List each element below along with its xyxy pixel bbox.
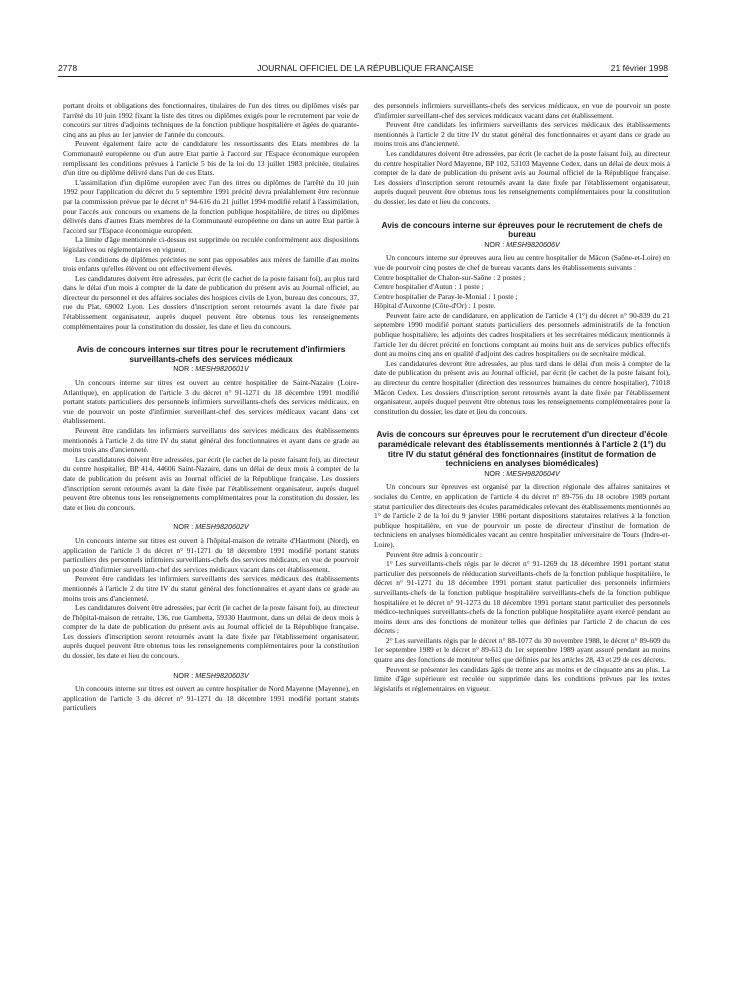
section-title: Avis de concours interne sur épreuves pour le recrutement de chefs de bureau: [381, 219, 663, 240]
paragraph: Les conditions de diplômes précitées ne sont pas opposables aux mères de famille d'au moins trois enfants qu'elles élèvent ou ont effectivement élevés.: [63, 254, 359, 274]
paragraph: portant droits et obligations des fonctionnaires, titulaires de l'un des titres ou diplômes visés par l'arrêté du 10 juin 1992 fixant la liste des titres ou diplômes exigés pour le recrutement par voie de concours sur titres d'adjoints techniques de la fonction publique hospitalière et âgées de quarante-cinq ans au plus au 1er janvier de l'année du concours.: [63, 101, 359, 139]
paragraph: Un concours sur épreuves est organisé par la direction régionale des affaires sanitaires et sociales du Centre, en application de l'article 4 du décret n° 89-756 du 18 octobre 1989 portant statut particulier des directeurs des écoles paramédicales relevant des établissements mentionnés au 1° de l'article 2 de la loi du 9 janvier 1986 portant dispositions statutaires relatives à la fonction publique hospitalière, en vue de pourvoir un poste de directeur d'institut de formation de techniciens en analyses biomédicales vacant au centre hospitalier universitaire de Tours (Indre-et-Loire).: [374, 482, 670, 549]
paragraph: La limite d'âge mentionnée ci-dessus est supprimée ou reculée conformément aux dispositions législatives ou réglementaires en vigueur.: [63, 235, 359, 254]
list-item: Centre hospitalier d'Autun : 1 poste ;: [374, 282, 484, 292]
journal-title: JOURNAL OFFICIEL DE LA RÉPUBLIQUE FRANÇAISE: [257, 63, 474, 73]
list-item: Hôpital d'Auxonne (Côte-d'Or) : 1 poste.: [374, 301, 496, 311]
paragraph: des personnels infirmiers surveillants-chefs des services médicaux, en vue de pourvoir un poste d'infirmier surveillant-chef des services médicaux vacant dans cet établissement.: [374, 101, 670, 120]
paragraph: Un concours interne sur titres est ouvert au centre hospitalier de Nord Mayenne (Mayenne), en application de l'article 3 du décret n° 91-1271 du 18 décembre 1991 modifié portant statuts particuliers: [63, 684, 359, 713]
paragraph: Peuvent faire acte de candidature, en application de l'article 4 (1°) du décret n° 90-839 du 21 septembre 1990 modifié portant statuts particuliers des personnels administratifs de la fonction publique hospitalière, les adjoints des cadres hospitaliers et les secrétaires médicaux mentionnés à l'article 1er du décret précité en fonctions comptant au moins huit ans de services publics effectifs dont au moins cinq ans en qualité d'adjoint des cadres hospitaliers ou de secrétaire médical.: [374, 310, 670, 359]
paragraph: Les candidatures doivent être adressées, par écrit (le cachet de la poste faisant foi), au directeur du centre hospitalier Nord Mayenne, BP 102, 53103 Mayenne Cedex, dans un délai de deux mois à compter de la date de publication du présent avis au Journal officiel de la République française. Les dossiers d'inscription seront retournés avant la date fixée par l'établissement organisateur, auprès duquel peuvent être obtenus tous les renseignements complémentaires pour la constitution du dossier, les date et lieu du concours.: [374, 148, 670, 206]
paragraph: Les candidatures doivent être adressées, par écrit (le cachet de la poste faisant foi), au plus tard dans le délai d'un mois à compter de la date de publication du présent avis au Journal officiel, au directeur du personnel et des affaires sociales des hospices civils de Lyon, bureau des concours, 37, rue du Plat, 69002 Lyon. Les dossiers d'inscription seront retournés avant la date fixée par l'établissement organisateur, auprès duquel peuvent être obtenus tous les renseignements complémentaires pour la constitution du dossier, les date et lieu du concours.: [63, 273, 359, 331]
paragraph: Peuvent être candidats les infirmiers surveillants des services médicaux des établissements mentionnés à l'article 2 du titre IV du statut général des fonctionnaires et ayant dans ce grade au moins trois ans d'ancienneté.: [63, 574, 359, 603]
paragraph: Un concours interne sur titres est ouvert à l'hôpital-maison de retraite d'Hautmont (Nord), en application de l'article 3 du décret n° 91-1271 du 18 décembre 1991 modifié portant statuts particuliers des personnels infirmiers surveillants-chefs des services médicaux, en vue de pourvoir un poste d'infirmier surveillant-chef des services médicaux vacant dans cet établissement.: [63, 535, 359, 574]
paragraph: Un concours interne sur épreuves aura lieu au centre hospitalier de Mâcon (Saône-et-Loire) en vue de pourvoir cinq postes de chef de bureau vacants dans les établissements suivants :: [374, 253, 670, 272]
paragraph: Les candidatures devront être adressées, au plus tard dans le délai d'un mois à compter de la date de publication du présent avis au Journal officiel, par écrit (le cachet de la poste faisant foi), au directeur du centre hospitalier (direction des ressources humaines du centre hospitalier), 71018 Mâcon Cedex. Les dossiers d'inscription seront retournés avant la date fixée par l'établissement organisateur, auprès duquel peuvent être obtenus tous les renseignements complémentaires pour la constitution du dossier, les date et lieu du concours.: [374, 358, 670, 416]
header-rule: [58, 76, 668, 77]
nor-reference: NOR : MESH9820601V: [173, 364, 249, 374]
list-item: Centre hospitalier de Paray-le-Monial : 1 poste ;: [374, 291, 518, 301]
issue-date: 21 février 1998: [610, 63, 668, 73]
paragraph: Peuvent se présenter les candidats âgés de trente ans au moins et de cinquante ans au plus. La limite d'âge supérieure est reculée ou supprimée dans les conditions prévues par les textes législatifs et réglementaires en vigueur.: [374, 664, 670, 693]
section-title: Avis de concours sur épreuves pour le recrutement d'un directeur d'école paramédicale relevant des établissements mentionnés à l'article 2 (1°) du titre IV du statut général des fonctionnaires (institut de formation de techniciens en analyses biomédicales): [376, 429, 668, 469]
paragraph: 1° Les surveillants-chefs régis par le décret n° 91-1269 du 18 décembre 1991 portant statut particulier des personnels de rééducation surveillants-chefs de la fonction publique hospitalière, le décret n° 91-1271 du 18 décembre 1991 portant statut particulier des personnels infirmiers surveillants-chefs de la fonction publique hospitalière surveillants-chefs de la fonction publique hospitalière et le décret n° 91-1273 du 18 décembre 1991 portant statut particulier des personnels médico-techniques surveillants-chefs de la fonction publique hospitalière ayant exercé pendant au moins deux ans des fonctions de moniteur telles que définies par l'article 2 de chacun de ces décrets ;: [374, 559, 670, 636]
paragraph: Les candidatures doivent être adressées, par écrit (le cachet de la poste faisant foi), au directeur de l'hôpital-maison de retraite, 136, rue Gambetta, 59330 Hautmont, dans un délai de deux mois à compter de la date de publication du présent avis au Journal officiel de la République française. Les dossiers d'inscription seront retournés avant la date fixée par l'établissement organisateur, auprès duquel peuvent être obtenus tous les renseignements complémentaires pour la constitution du dossier, les date et lieu du concours.: [63, 603, 359, 661]
paragraph: Peuvent également faire acte de candidature les ressortissants des Etats membres de la Communauté européenne ou d'un autre Etat partie à l'accord sur l'Espace économique européen remplissant les conditions prévues à l'article 5 bis de la loi du 13 juillet 1983 précitée, titulaires d'un titre ou diplôme délivré dans l'un de ces Etats.: [63, 139, 359, 178]
nor-reference: NOR : MESH9820603V: [173, 670, 249, 680]
nor-reference: NOR : MESH9820606V: [484, 239, 560, 249]
paragraph: Peuvent être candidats les infirmiers surveillants des services médicaux des établissements mentionnés à l'article 2 du titre IV du statut général des fonctionnaires et ayant dans ce grade au moins trois ans d'ancienneté.: [63, 426, 359, 455]
list-item: Centre hospitalier de Chalon-sur-Saône : 2 postes ;: [374, 272, 526, 282]
right-column: [374, 101, 670, 693]
left-column: [63, 101, 359, 713]
paragraph: Peuvent être admis à concourir :: [386, 549, 483, 559]
nor-reference: NOR : MESH9820602V: [173, 522, 249, 532]
paragraph: Les candidatures doivent être adressées, par écrit (le cachet de la poste faisant foi), au directeur du centre hospitalier, BP 414, 44606 Saint-Nazaire, dans un délai de deux mois à compter de la date de publication du présent avis au Journal officiel de la République française. Les dossiers d'inscription seront retournés avant la date fixée par l'établissement organisateur, auprès duquel peuvent être obtenus tous les renseignements complémentaires pour la constitution du dossier, les date et lieu du concours.: [63, 454, 359, 512]
paragraph: 2° Les surveillants régis par le décret n° 88-1077 du 30 novembre 1988, le décret n° 89-609 du 1er septembre 1989 et le décret n° 89-613 du 1er septembre 1989 ayant assuré pendant au moins quatre ans des fonctions de moniteur telles que définies par les articles 28, 43 et 29 de ces décrets.: [374, 635, 670, 665]
paragraph: Peuvent être candidats les infirmiers surveillants des services médicaux des établissements mentionnés à l'article 2 du titre IV du statut général des fonctionnaires et ayant dans ce grade au moins trois ans d'ancienneté.: [374, 120, 670, 149]
paragraph: L'assimilation d'un diplôme européen avec l'un des titres ou diplômes de l'arrêté du 10 juin 1992 pour l'application du décret du 5 septembre 1991 précité devra préalablement être reconnue par la commission prévue par le décret n° 94-616 du 21 juillet 1994 modifié relatif à l'assimilation, pour l'accès aux concours ou examens de la fonction publique hospitalière, de titres ou diplômes délivrés dans d'autres Etats membres de la Communauté européenne ou dans un autre Etat partie à l'accord sur l'Espace économique européen.: [63, 177, 359, 235]
paragraph: Un concours interne sur titres est ouvert au centre hospitalier de Saint-Nazaire (Loire-Atlantique), en application de l'article 3 du décret n° 91-1271 du 18 décembre 1991 modifié portant statuts particuliers des personnels infirmiers surveillants-chefs des services médicaux, en vue de pourvoir un poste d'infirmier surveillant-chef des services médicaux vacant dans cet établissement.: [63, 378, 359, 426]
nor-reference: NOR : MESH9820604V: [484, 468, 560, 478]
section-title: Avis de concours internes sur titres pour le recrutement d'infirmiers surveillants-chefs des services médicaux: [76, 344, 346, 364]
page-number: 2778: [58, 63, 78, 73]
